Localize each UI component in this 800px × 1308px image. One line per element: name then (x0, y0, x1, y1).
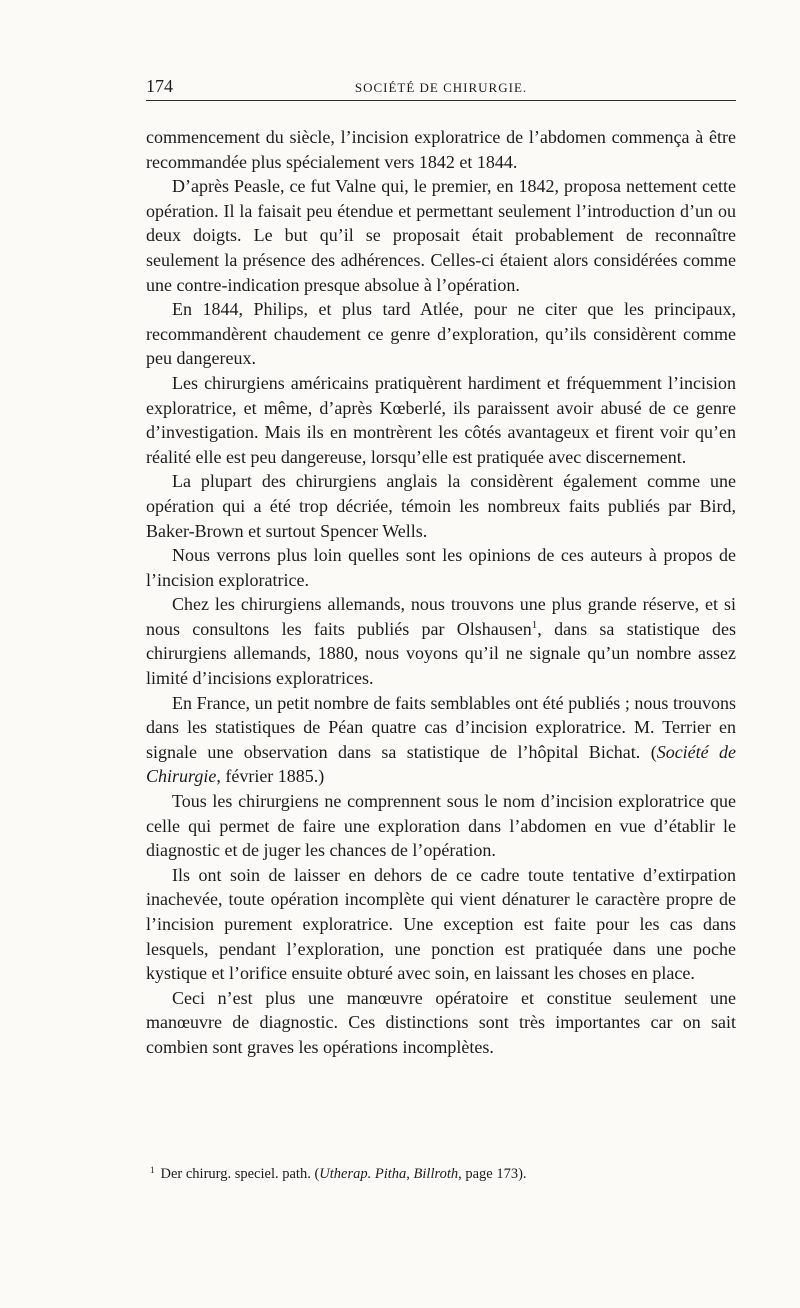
footnote-text-a: Der chirurg. speciel. path. ( (160, 1166, 320, 1182)
paragraph-5: La plupart des chirurgiens anglais la considèrent également comme une opération qui a été trop décriée, témoin les nombreux faits publiés par Bird, Baker-Brown et surtout Spencer Wells. (146, 471, 736, 541)
paragraph-6: Nous verrons plus loin quelles sont les opinions de ces auteurs à propos de l’incision exploratrice. (146, 545, 736, 590)
paragraph-4: Les chirurgiens américains pratiquèrent hardiment et fréquemment l’incision exploratrice, et même, d’après Kœberlé, ils paraissent avoir abusé de ce genre d’investigation. Mais ils en montrèrent les côtés avantageux et firent voir qu’en réalité elle est peu dangereuse, lorsqu’elle est pratiquée avec discernement. (146, 372, 736, 467)
page-number: 174 (146, 76, 173, 96)
citation-open: ( (650, 741, 657, 762)
footnote-reference[interactable]: 1 (531, 618, 538, 631)
paragraph-7 (146, 592, 736, 690)
paragraph-8-text: En France, un petit nombre de faits semblables ont été publiés ; nous trouvons dans les statistiques de Péan quatre cas d’incision exploratrice. M. Terrier en signale une observation dans sa statistique de l’hôpital Bichat. (146, 692, 736, 762)
paragraph-9: Tous les chirurgiens ne comprennent sous le nom d’incision exploratrice que celle qui permet de faire une exploration dans l’abdomen en vue d’établir le diagnostic et de juger les chances de l’opération. (146, 791, 736, 861)
footnote-sep: , (406, 1166, 414, 1182)
book-page (146, 70, 736, 1060)
page-header (146, 70, 736, 101)
running-title: SOCIÉTÉ DE CHIRURGIE. (354, 80, 528, 95)
paragraph-3: En 1844, Philips, et plus tard Atlée, pour ne citer que les principaux, recommandèrent chaudement ce genre d’exploration, qu’ils considèrent comme peu dangereux. (146, 299, 736, 369)
footnote-text-b: , page 173). (458, 1166, 527, 1182)
citation-journal: Société de Chirurgie (146, 741, 737, 787)
citation-date: , février 1885.) (216, 766, 325, 787)
paragraph-7-text: Chez les chirurgiens allemands, nous trouvons une plus grande réserve, et si nous consultons les faits publiés par Olshausen (146, 594, 736, 639)
paragraph-7-continuation: , dans sa statistique des chirurgiens allemands, 1880, nous voyons qu’il ne signale qu’un nombre assez limité d’incisions exploratrices. (146, 618, 736, 689)
footnote-italic-2: Billroth (413, 1166, 459, 1182)
paragraph-10: Ils ont soin de laisser en dehors de ce cadre toute tentative d’extirpation inachevée, toute opération incomplète qui vient dénaturer le caractère propre de l’incision purement exploratrice. Une exception est faite pour les cas dans lesquels, pendant l’exploration, une ponction est pratiquée dans une poche kystique et l’orifice ensuite obturé avec soin, en laissant les choses en place. (146, 864, 736, 984)
paragraph-2: D’après Peasle, ce fut Valne qui, le premier, en 1842, proposa nettement cette opération. Il la faisait peu étendue et permettant seulement l’introduction d’un ou deux doigts. Le but qu’il se proposait était probablement de reconnaître seulement la présence des adhérences. Celles-ci étaient alors considérées comme une contre-indication presque absolue à l’opération. (146, 176, 736, 295)
footnote-marker: 1 (150, 1165, 155, 1175)
footnote (150, 1165, 527, 1183)
footnote-italic-1: Utherap. Pitha (319, 1166, 407, 1182)
paragraph-1: commencement du siècle, l’incision exploratrice de l’abdomen commença à être recommandée plus spécialement vers 1842 et 1844. (146, 127, 736, 172)
body-text (146, 125, 736, 1060)
paragraph-8 (146, 691, 736, 789)
paragraph-11: Ceci n’est plus une manœuvre opératoire et constitue seulement une manœuvre de diagnostic. Ces distinctions sont très importantes car on sait combien sont graves les opérations incomplètes. (146, 987, 736, 1057)
